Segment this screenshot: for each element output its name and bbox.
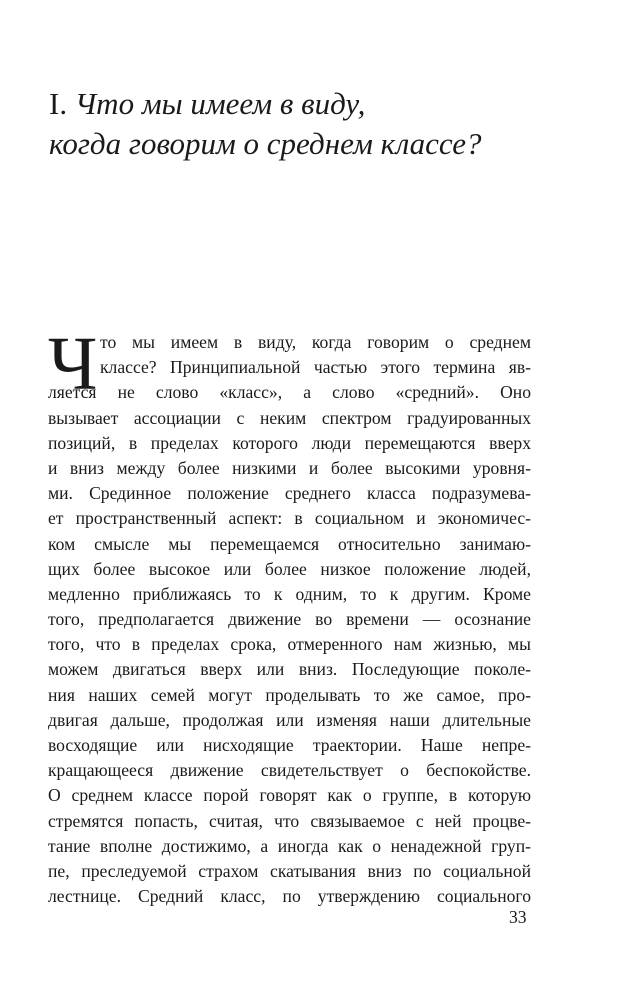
text-line: того, предполагается движение во времени — осознание [48,609,531,630]
text-line: можем двигаться вверх или вниз. Последующие поколе- [48,659,531,680]
chapter-title-text-1: Что мы имеем в виду, [74,86,366,121]
body-paragraph [48,322,531,909]
text-line: медленно приближаясь то к одним, то к другим. Кроме [48,583,531,604]
text-line: того, что в пределах срока, отмеренного нам жизнью, мы [48,634,531,655]
text-line: двигая дальше, продолжая или изменяя наши длительные [48,709,531,730]
text-line: и вниз между более низкими и более высокими уровня- [48,457,531,478]
text-line: лестнице. Средний класс, по утверждению социального [48,886,531,907]
text-line: ляется не слово «класс», а слово «средний». Оно [48,382,531,403]
text-line: ком смысле мы перемещаемся относительно занимаю- [48,533,531,554]
drop-cap: Ч [48,322,98,406]
text-line: ния наших семей могут проделывать то же самое, про- [48,684,531,705]
text-line: стремятся попасть, считая, что связываемое с ней процве- [48,810,531,831]
page-number: 33 [509,907,527,927]
text-line: классе? Принципиальной частью этого термина яв- [100,357,531,378]
text-line: восходящие или нисходящие траектории. Наше непре- [48,735,531,755]
text-line: тание вполне достижимо, а иногда как о ненадежной груп- [48,835,531,856]
text-line: О среднем классе порой говорят как о группе, в которую [48,785,531,806]
chapter-title [49,84,482,164]
text-line: вызывает ассоциации с неким спектром градуированных [48,407,531,428]
text-line: ми. Срединное положение среднего класса подразумева- [48,483,531,504]
text-line: то мы имеем в виду, когда говорим о среднем [100,332,531,352]
chapter-title-line-2: когда говорим о среднем классе? [49,126,482,161]
text-line: щих более высокое или более низкое положение людей, [48,558,531,579]
text-line: ет пространственный аспект: в социальном и экономичес- [48,508,531,529]
text-line: кращающееся движение свидетельствует о беспокойстве. [48,760,531,781]
chapter-numeral: I. [49,86,68,121]
chapter-title-line-1 [49,84,482,124]
text-line: позиций, в пределах которого люди перемещаются вверх [48,432,531,453]
text-line: пе, преследуемой страхом скатывания вниз по социальной [48,860,531,881]
